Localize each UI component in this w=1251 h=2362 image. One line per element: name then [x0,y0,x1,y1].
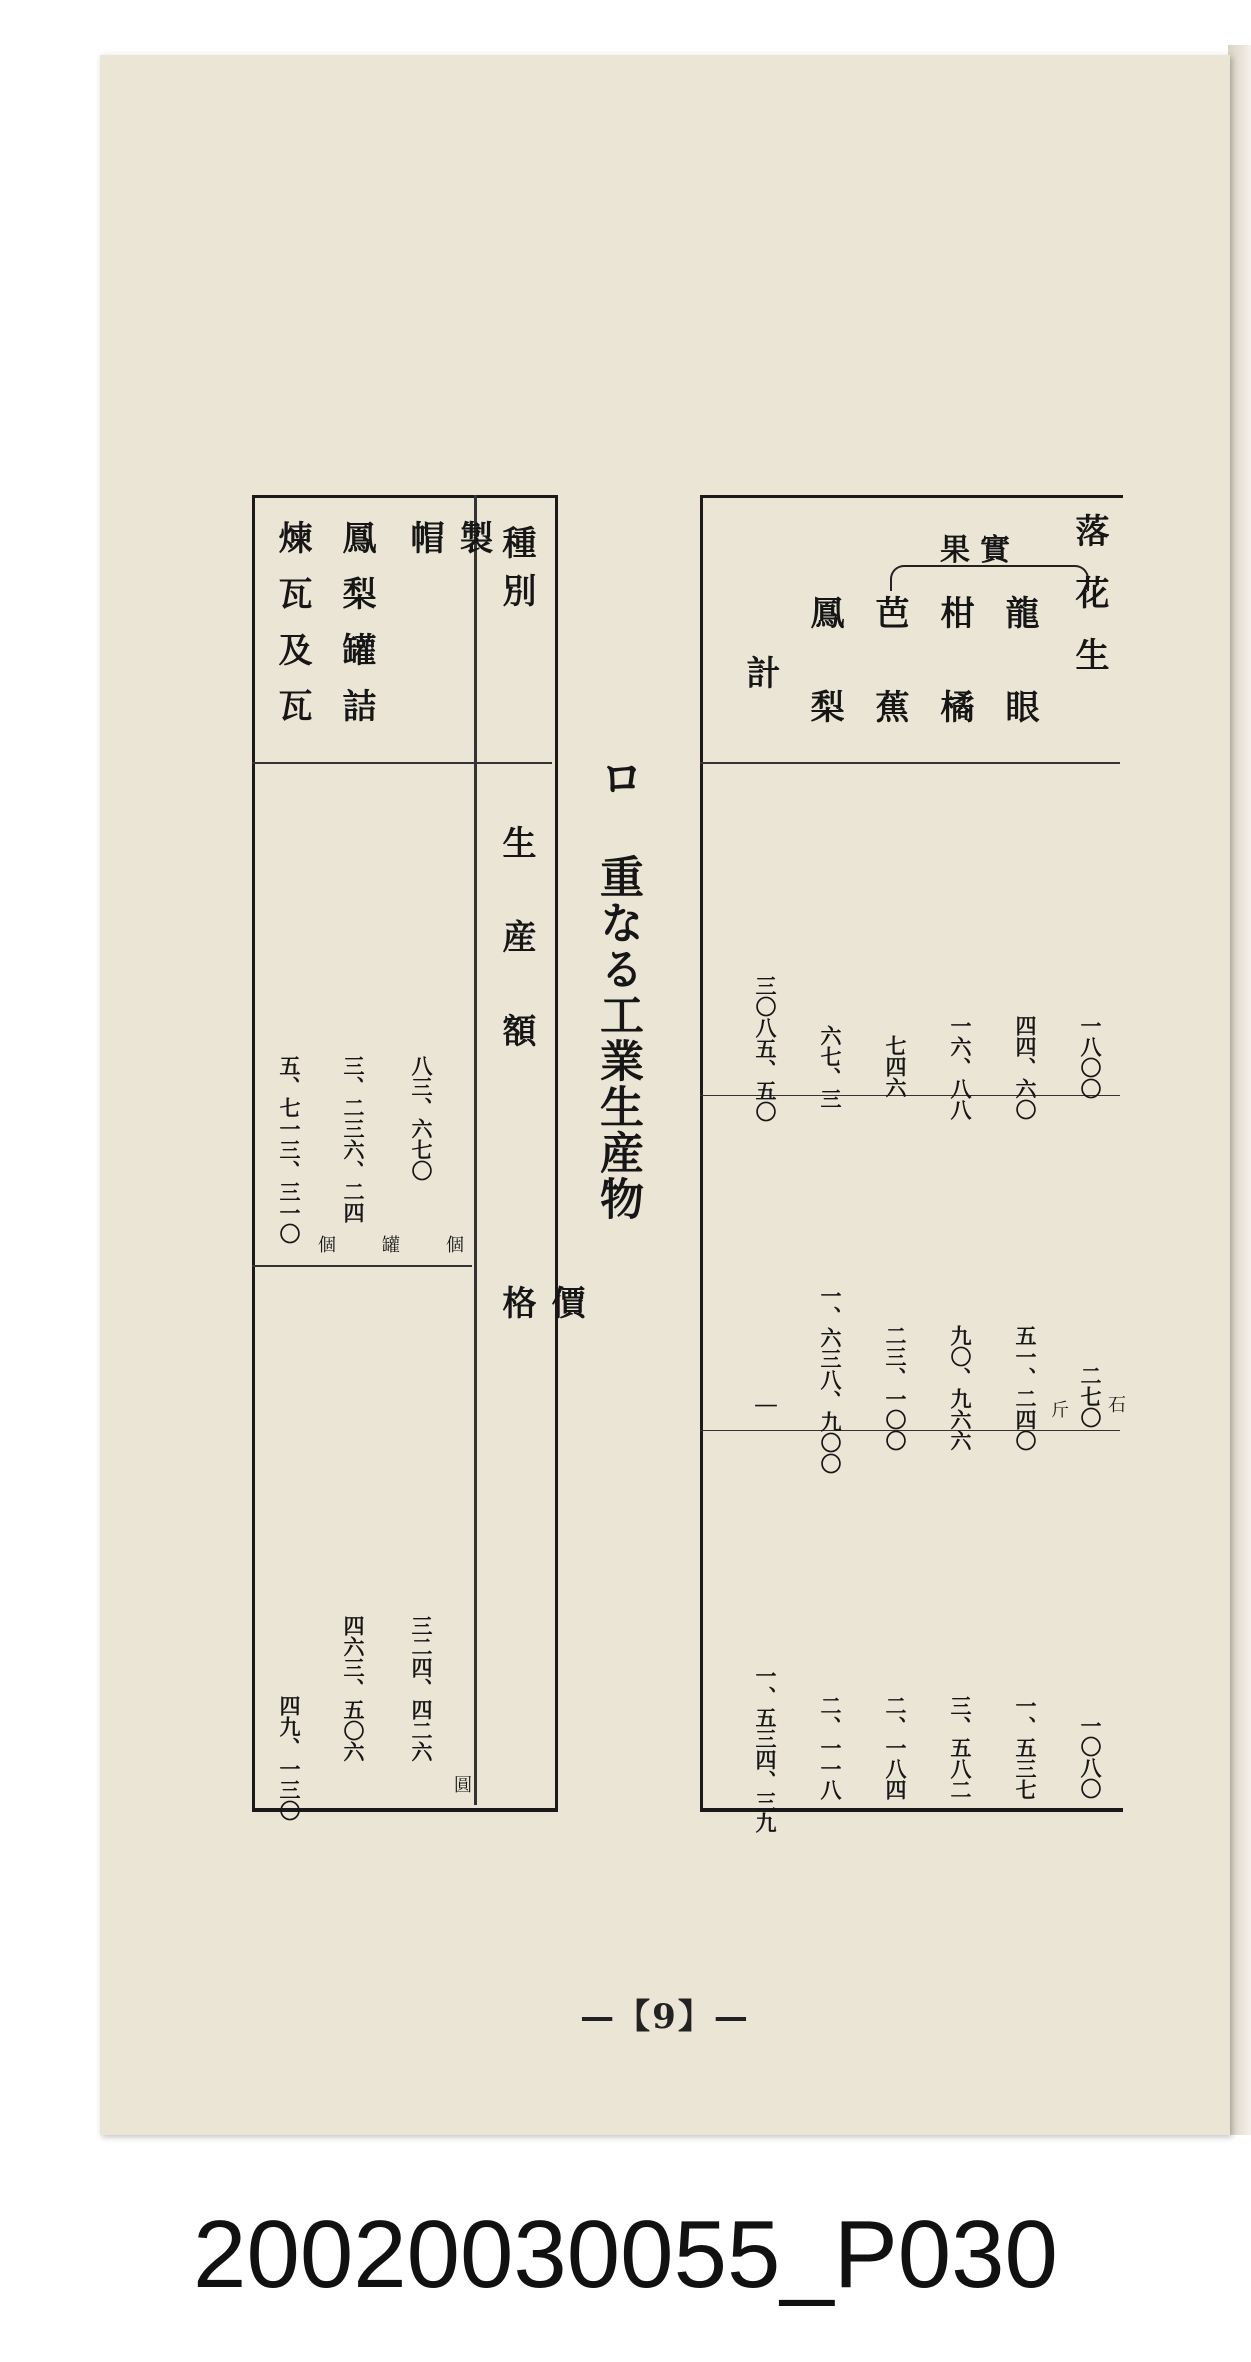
industrial-row-name: 煉瓦及瓦 [272,520,312,744]
agri-row-qty: 五一、二四〇 [1013,1325,1037,1451]
industrial-row-price: 四六三、五〇六 [341,1615,365,1762]
agri-row-qty: 九〇、九六六 [948,1325,972,1451]
agri-row-mid: 六七、三 [818,1025,842,1109]
agri-row-price: 一、五三四、三九 [753,1665,777,1833]
industrial-row-name: 鳳梨罐詰 [336,520,376,744]
agri-row-price: 三、五八二 [948,1695,972,1800]
page-edge [1228,45,1251,2135]
header-price: 價格 [496,1285,585,1619]
industrial-row-price: 三二四、四二六 [409,1615,433,1762]
section-title: ロ 重なる工業生産物 [592,755,643,1222]
agri-row-mid: 一六、八八 [948,1015,972,1120]
agri-row-price: 二、一一八 [818,1695,842,1800]
agri-row-price: 一、五三七 [1013,1695,1037,1800]
industrial-row-name: 製帽 [404,520,493,654]
fruit-group-label: 果實 [940,533,1020,568]
agri-row-mid: 四四、六〇 [1013,1015,1037,1120]
agri-row-qty: 二三、一〇〇 [883,1325,907,1451]
agri-row-qty-unit: 石 [1105,1395,1126,1413]
agri-row-mid: 三〇八五、五〇 [753,975,777,1122]
agri-row-qty: ｜ [753,1395,777,1416]
industrial-row-price-unit: 圓 [451,1775,472,1793]
document-page [100,55,1230,2135]
header-type: 種別 [496,525,536,621]
industrial-row-value-unit: 罐 [379,1235,400,1253]
agri-row-mid: 一八〇〇 [1078,1015,1102,1099]
agri-row-mid: 七四六 [883,1035,907,1098]
page-number: —【9】— [580,1997,750,2037]
agri-row-name: 芭蕉 [869,595,909,783]
agri-row-name: 鳳梨 [804,595,844,783]
header-value: 生産額 [496,825,536,1107]
agri-row-name: 落花生 [1069,513,1109,699]
agri-row-price: 一〇八〇 [1078,1715,1102,1799]
agri-row-qty: 一、六三八、九〇〇 [818,1285,842,1474]
industrial-row-value-unit: 個 [443,1235,464,1253]
caption: 20020030055_P030 [193,2201,1058,2308]
industrial-row-value-unit: 個 [315,1235,336,1253]
agri-row-qty: 二七〇 [1078,1365,1102,1428]
industrial-row-value: 五、七一三、三一〇 [277,1055,301,1244]
industrial-row-price: 四九、一三〇 [277,1695,301,1821]
agri-row-price: 二、一八四 [883,1695,907,1800]
industrial-row-value: 三、二三六、二四 [341,1055,365,1223]
agri-row-qty-unit: 斤 [1048,1400,1069,1418]
agri-row-name: 計 [740,655,780,703]
industrial-row-value: 八三、六七〇 [409,1055,433,1181]
agri-row-name: 柑橘 [934,595,974,783]
agri-row-name: 龍眼 [999,595,1039,783]
